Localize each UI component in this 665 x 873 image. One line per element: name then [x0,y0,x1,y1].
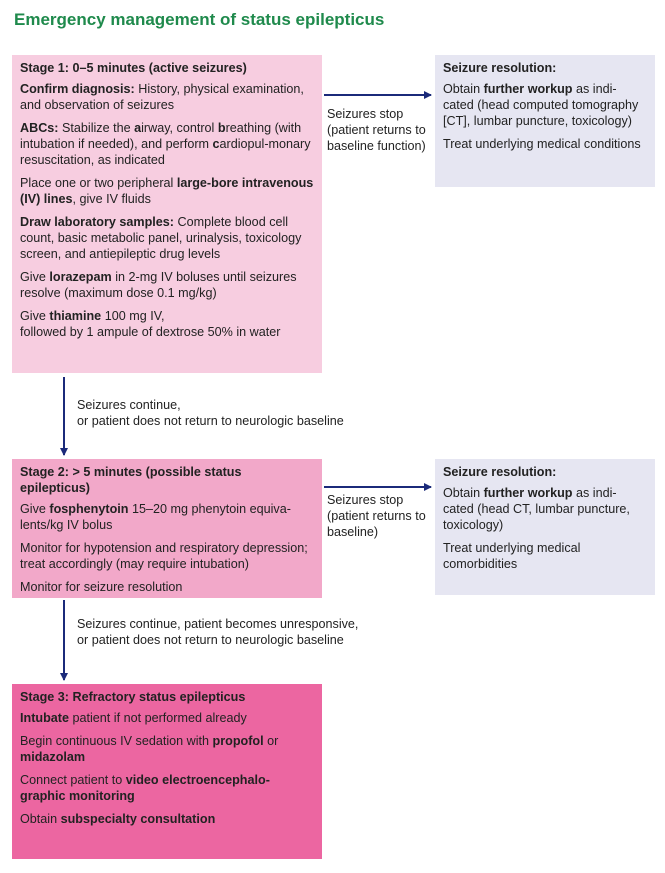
item-text: followed by 1 ampule of dextrose 50% in water [20,325,281,339]
stage3-heading: Stage 3: Refractory status epilepticus [20,690,246,704]
continue1-line2: or patient does not return to neurologic baseline [77,414,344,428]
arrow-label-seizures-stop-2: Seizures stop (patient returns to baseline) [327,493,426,539]
continue2-line1: Seizures continue, patient becomes unresponsive, [77,617,359,631]
item-text: Treat underlying medical conditions [443,137,641,151]
bold-text: further workup [483,82,573,96]
bold-text: Draw laboratory samples: [20,215,174,229]
bold-text: subspecialty consultation [60,812,216,826]
item-text: Place one or two peripheral [20,176,177,190]
bold-text: fosphenytoin [49,502,129,516]
item-text: , give IV fluids [72,192,151,206]
item-text: as indi-cated (head computed tomography [CT], lumbar puncture, toxicology) [443,82,639,128]
bold-text: video electroencephalo-graphic monitoring [20,773,270,803]
item-text: Obtain [443,486,484,500]
item-text: irway, control [141,121,218,135]
item-text: reathing (with intubation if needed), and perform [20,121,302,151]
bold-text: ABCs: [20,121,59,135]
bold-text: large-bore intravenous (IV) lines [20,176,314,206]
item-text: Give [20,309,50,323]
item-text: Monitor for hypotension and respiratory depression; treat accordingly (may require intubation) [20,541,308,571]
resolution1-heading: Seizure resolution: [443,61,557,75]
item-text: Begin continuous IV sedation with [20,734,213,748]
arrow-label-seizures-stop-1: Seizures stop (patient returns to baseline function) [327,107,426,153]
item-text: Treat underlying medical comorbidities [443,541,581,571]
item-text: as indi-cated (head CT, lumbar puncture, toxicology) [443,486,630,532]
item-text: Complete blood cell count, basic metabolic panel, urinalysis, toxicology screen, and antiepileptic drug levels [20,215,302,261]
resolution2-heading: Seizure resolution: [443,465,557,479]
item-text: Obtain [20,812,61,826]
continue2-line2: or patient does not return to neurologic baseline [77,633,344,647]
item-text: Monitor for seizure resolution [20,580,183,594]
item-text: Connect patient to [20,773,126,787]
item-text: Give [20,270,50,284]
stage1-heading: Stage 1: 0–5 minutes (active seizures) [20,61,247,75]
item-text: Stabilize the [58,121,135,135]
bold-text: midazolam [20,750,86,764]
bold-text: Confirm diagnosis: [20,82,135,96]
item-text: 15–20 mg phenytoin equiva-lents/kg IV bolus [20,502,291,532]
item-text: Give [20,502,50,516]
item-text: in 2-mg IV boluses until seizures resolve (maximum dose 0.1 mg/kg) [20,270,297,300]
bold-text: lorazepam [49,270,112,284]
bold-text: b [217,121,226,135]
bold-text: propofol [212,734,264,748]
bold-text: Intubate [20,711,69,725]
bold-text: a [134,121,142,135]
bold-text: c [212,137,220,151]
continue1-line1: Seizures continue, [77,398,181,412]
item-text: ardiopul-monary resuscitation, as indicated [20,137,311,167]
page-title: Emergency management of status epilepticus [14,10,385,29]
item-text: Obtain [443,82,484,96]
item-text: History, physical examination, and observation of seizures [20,82,304,112]
item-text: 100 mg IV, [101,309,165,323]
item-text: patient if not performed already [68,711,247,725]
bold-text: thiamine [49,309,102,323]
item-text: or [263,734,279,748]
stage2-heading: Stage 2: > 5 minutes (possible status epilepticus) [20,465,242,495]
bold-text: further workup [483,486,573,500]
